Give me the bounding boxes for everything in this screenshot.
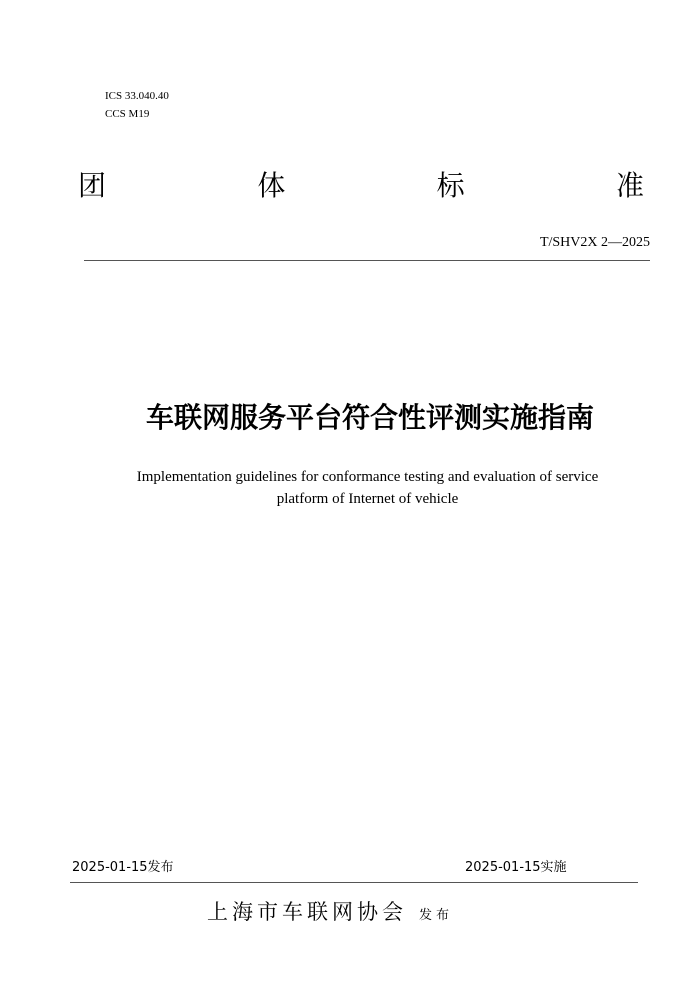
standard-type-char-3: 标 bbox=[436, 169, 465, 202]
implementation-date: 2025-01-15实施 bbox=[465, 860, 567, 875]
publisher-verb: 发布 bbox=[419, 908, 454, 923]
english-title-line-2: platform of Internet of vehicle bbox=[276, 491, 459, 507]
ics-code: ICS 33.040.40 bbox=[105, 90, 169, 102]
document-title-english bbox=[100, 466, 635, 510]
document-title-chinese: 车联网服务平台符合性评测实施指南 bbox=[145, 401, 594, 434]
standard-type-char-4: 准 bbox=[615, 169, 644, 202]
standard-type-char-2: 体 bbox=[257, 169, 286, 202]
issue-date: 2025-01-15发布 bbox=[72, 860, 174, 875]
top-divider bbox=[84, 260, 650, 261]
standard-type-heading bbox=[78, 168, 644, 204]
classification-codes bbox=[105, 87, 169, 123]
english-title-line-1: Implementation guidelines for conformance testing and evaluation of service bbox=[136, 469, 599, 485]
standard-code: T/SHV2X 2—2025 bbox=[539, 235, 650, 250]
publisher-organization: 上海市车联网协会 bbox=[207, 900, 407, 924]
publisher-line bbox=[207, 896, 453, 926]
bottom-divider bbox=[70, 882, 638, 883]
standard-type-char-1: 团 bbox=[78, 169, 107, 202]
ccs-code: CCS M19 bbox=[105, 108, 150, 120]
